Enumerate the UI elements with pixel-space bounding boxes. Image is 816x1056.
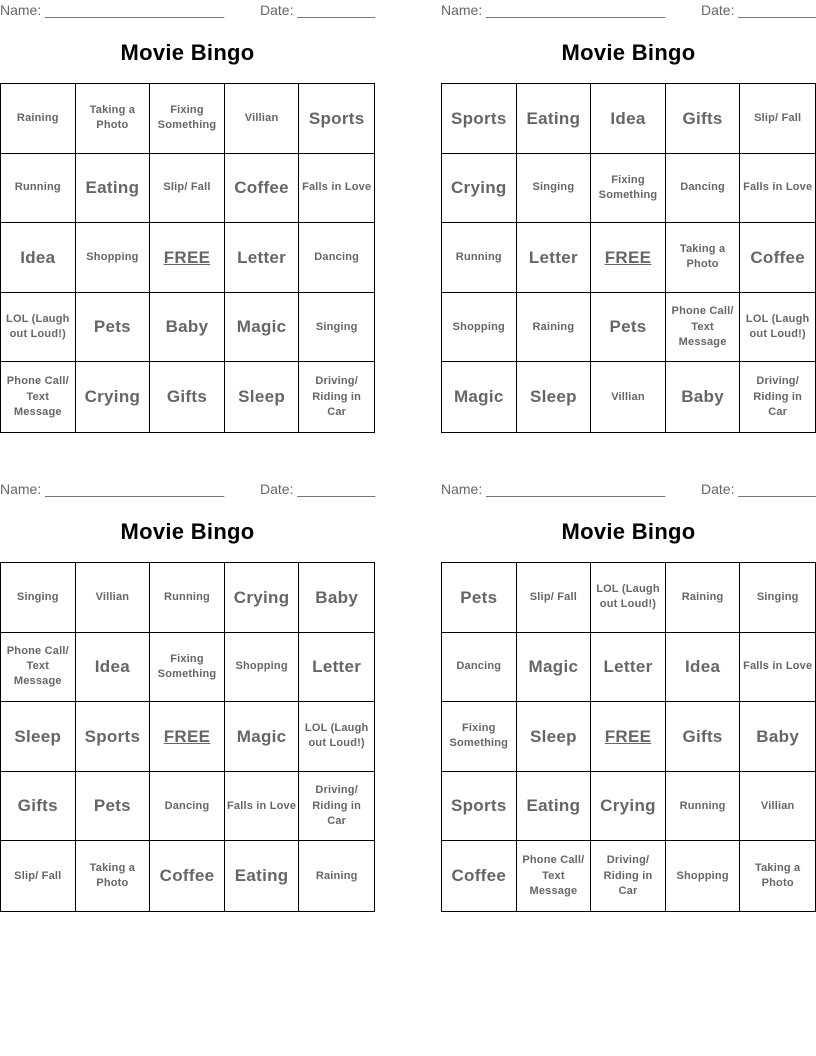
bingo-cell[interactable]: Driving/ Riding in Car [312,375,362,418]
bingo-cell[interactable]: Villian [76,563,151,633]
bingo-cell[interactable]: Phone Call/ Text Message [1,362,76,432]
card-header [441,0,816,22]
bingo-cell[interactable]: Falls in Love [740,633,815,703]
bingo-cell[interactable]: Pets [76,293,151,363]
bingo-cell[interactable]: Crying [591,772,666,842]
bingo-cell[interactable]: Gifts [150,362,225,432]
bingo-cell[interactable]: Baby [740,702,815,772]
bingo-cell[interactable]: Letter [591,633,666,703]
bingo-cell[interactable]: Running [442,223,517,293]
bingo-cell[interactable]: Singing [517,154,592,224]
bingo-cell[interactable]: LOL (Laugh out Loud!) [1,293,76,363]
bingo-cell[interactable]: Sports [442,84,517,154]
bingo-cell[interactable]: Fixing Something [591,154,666,224]
bingo-cell[interactable]: Magic [517,633,592,703]
bingo-cell[interactable]: Phone Call/ Text Message [666,293,741,363]
bingo-cell[interactable]: Eating [76,154,151,224]
bingo-cell[interactable]: Running [150,563,225,633]
card-title: Movie Bingo [561,40,696,65]
bingo-cell[interactable]: Magic [225,702,300,772]
bingo-cell[interactable]: Fixing Something [442,702,517,772]
bingo-cell[interactable]: LOL (Laugh out Loud!) [299,702,374,772]
bingo-cell[interactable]: Crying [442,154,517,224]
bingo-grid [0,83,375,433]
bingo-cell[interactable]: Driving/ Riding in Car [299,772,374,842]
bingo-cell[interactable]: Idea [591,84,666,154]
bingo-cell[interactable]: Dancing [150,772,225,842]
bingo-cell[interactable]: Phone Call/ Text Message [1,633,76,703]
bingo-cell[interactable]: Pets [442,563,517,633]
card-header [0,0,375,22]
bingo-cell[interactable]: Raining [517,293,592,363]
card-title: Movie Bingo [561,519,696,544]
bingo-cell[interactable]: Raining [1,84,76,154]
bingo-cell[interactable]: Gifts [666,702,741,772]
bingo-cell[interactable]: Villian [225,84,300,154]
bingo-cell[interactable]: Falls in Love [740,154,815,224]
bingo-cell[interactable]: Sleep [517,362,592,432]
bingo-cell[interactable]: Sports [442,772,517,842]
bingo-cell[interactable]: Sleep [517,702,592,772]
bingo-cell[interactable]: Fixing Something [150,84,225,154]
free-space-cell[interactable]: FREE [150,702,225,772]
bingo-cell[interactable]: Gifts [666,84,741,154]
free-space-cell[interactable]: FREE [591,223,666,293]
name-field[interactable]: Name: _______________________ [0,2,225,18]
bingo-cell[interactable]: Sports [299,84,374,154]
bingo-cell[interactable]: LOL (Laugh out Loud!) [740,293,815,363]
bingo-cell[interactable]: Coffee [225,154,300,224]
card-title: Movie Bingo [120,40,255,65]
bingo-cell[interactable]: Fixing Something [150,633,225,703]
bingo-cell[interactable]: Running [1,154,76,224]
card-header [0,479,375,501]
free-space-cell[interactable]: FREE [150,223,225,293]
bingo-cell[interactable]: Slip/ Fall [150,154,225,224]
bingo-cell[interactable]: Eating [225,841,300,911]
bingo-cell[interactable]: Idea [666,633,741,703]
bingo-cell[interactable]: Baby [150,293,225,363]
bingo-cell[interactable]: Gifts [1,772,76,842]
bingo-cell[interactable]: Falls in Love [299,154,374,224]
date-field[interactable]: Date: __________ [260,481,376,497]
bingo-cell[interactable]: Crying [76,362,151,432]
bingo-cell[interactable]: Raining [315,869,358,882]
bingo-cell[interactable]: Magic [442,362,517,432]
bingo-cell[interactable]: Eating [517,84,592,154]
bingo-cell[interactable]: Villian [740,772,815,842]
bingo-cell[interactable]: Slip/ Fall [517,563,592,633]
bingo-cell[interactable]: Pets [76,772,151,842]
date-field[interactable]: Date: __________ [260,2,376,18]
bingo-cell[interactable]: LOL (Laugh out Loud!) [591,563,666,633]
bingo-cell[interactable]: Raining [666,563,741,633]
bingo-cell[interactable]: Dancing [666,154,741,224]
bingo-cell[interactable]: Letter [225,223,300,293]
bingo-cell[interactable]: Idea [1,223,76,293]
bingo-cell[interactable]: Pets [591,293,666,363]
bingo-cell[interactable]: Phone Call/ Text Message [517,841,592,911]
bingo-cell[interactable]: Singing [1,563,76,633]
bingo-cell[interactable]: Magic [225,293,300,363]
bingo-cell[interactable]: Dancing [299,223,374,293]
bingo-cell[interactable]: Taking a Photo [666,223,741,293]
bingo-cell[interactable]: Baby [666,362,741,432]
card-title: Movie Bingo [120,519,255,544]
bingo-cell[interactable]: Falls in Love [225,772,300,842]
bingo-grid [441,562,816,912]
bingo-cell[interactable]: Coffee [442,841,517,911]
bingo-cell[interactable]: Driving/ Riding in Car [753,375,803,418]
bingo-cell[interactable]: Coffee [150,841,225,911]
bingo-cell[interactable]: Singing [740,563,815,633]
name-field[interactable]: Name: _______________________ [441,481,666,497]
bingo-cell[interactable]: Crying [225,563,300,633]
bingo-grid [441,83,816,433]
free-space-cell[interactable]: FREE [591,702,666,772]
bingo-cell[interactable]: Taking a Photo [76,84,151,154]
bingo-grid [0,562,375,912]
bingo-cell[interactable]: Letter [299,633,374,703]
bingo-cell[interactable]: Singing [299,293,374,363]
bingo-cell[interactable]: Sleep [1,702,76,772]
name-field[interactable]: Name: _______________________ [0,481,225,497]
bingo-cell[interactable]: Shopping [666,841,741,911]
date-field[interactable]: Date: __________ [701,481,816,497]
bingo-cell[interactable]: Shopping [442,293,517,363]
bingo-cell[interactable]: Coffee [740,223,815,293]
name-field[interactable]: Name: _______________________ [441,2,666,18]
bingo-cell[interactable]: Sports [76,702,151,772]
bingo-cell[interactable]: Sleep [225,362,300,432]
bingo-cell[interactable]: Slip/ Fall [740,84,815,154]
bingo-cell[interactable]: Taking a Photo [754,862,801,890]
bingo-cell[interactable]: Running [666,772,741,842]
bingo-cell[interactable]: Driving/ Riding in Car [591,841,666,911]
bingo-cell[interactable]: Idea [76,633,151,703]
bingo-cell[interactable]: Letter [517,223,592,293]
card-header [441,479,816,501]
bingo-cell[interactable]: Taking a Photo [76,841,151,911]
bingo-cell[interactable]: Dancing [442,633,517,703]
bingo-cell[interactable]: Shopping [225,633,300,703]
bingo-cell[interactable]: Baby [299,563,374,633]
bingo-cell[interactable]: Shopping [76,223,151,293]
date-field[interactable]: Date: __________ [701,2,816,18]
bingo-cell[interactable]: Eating [517,772,592,842]
bingo-cell[interactable]: Villian [591,362,666,432]
bingo-cell[interactable]: Slip/ Fall [1,841,76,911]
